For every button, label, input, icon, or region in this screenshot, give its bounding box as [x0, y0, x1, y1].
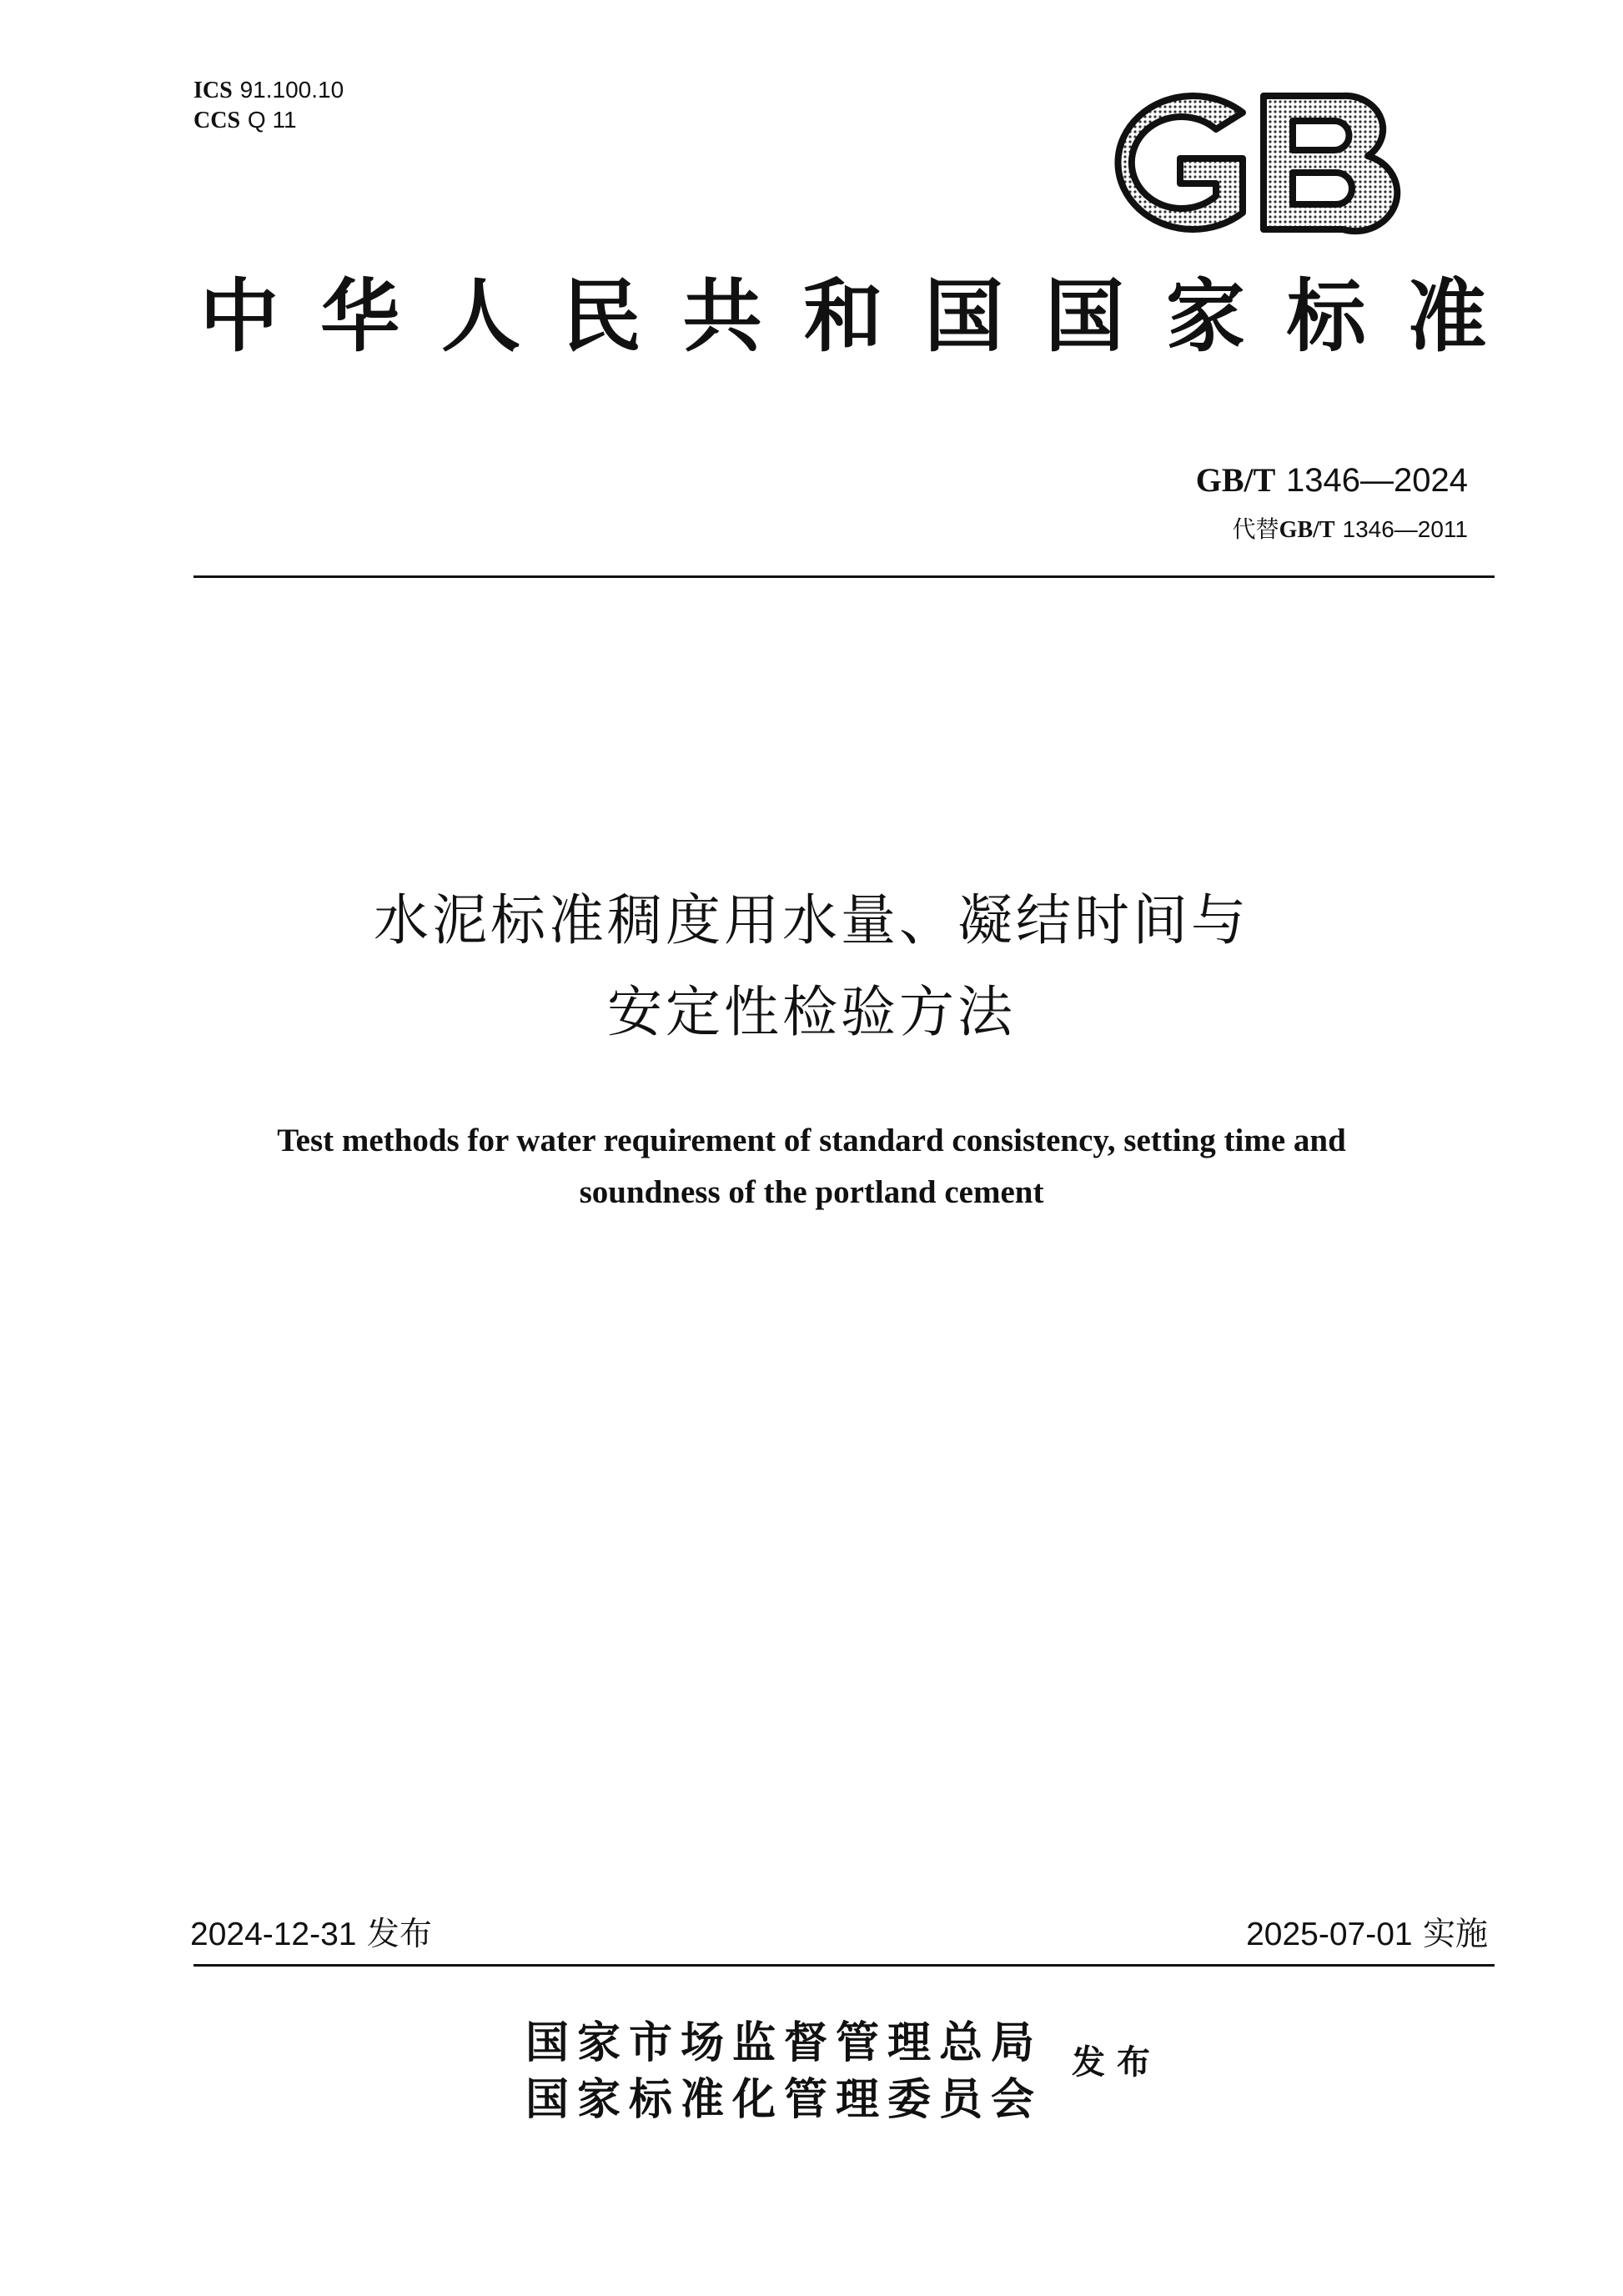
ics-classification [193, 77, 344, 104]
standard-code: 1346—2024 [1286, 462, 1468, 499]
title-char: 家 [1165, 270, 1245, 363]
title-char: 国 [924, 270, 1004, 363]
implementation-date-label: 实施 [1422, 1916, 1488, 1953]
ccs-classification [193, 107, 297, 134]
title-char: 标 [1286, 270, 1366, 363]
chinese-title-line-1: 水泥标准稠度用水量、凝结时间与 [374, 888, 1249, 952]
gb-logo [1093, 79, 1418, 246]
issuer-line-1: 国家市场监督管理总局 [525, 2017, 1043, 2068]
replaces-label: 代替 [1232, 515, 1279, 543]
title-char: 中 [199, 270, 279, 363]
standard-number [1196, 460, 1468, 500]
issue-date-value: 2024-12-31 [190, 1917, 357, 1952]
title-char: 和 [803, 270, 883, 363]
national-standard-title [190, 267, 1496, 367]
title-char: 华 [320, 270, 400, 363]
title-char: 国 [1045, 270, 1125, 363]
title-char: 民 [561, 270, 641, 363]
title-char: 准 [1407, 270, 1487, 363]
implementation-date-value: 2025-07-01 [1246, 1917, 1413, 1952]
english-title-line-2: soundness of the portland cement [579, 1174, 1044, 1210]
ccs-label: CCS [193, 108, 241, 133]
ics-code: 91.100.10 [239, 77, 344, 103]
replaces-standard [1233, 515, 1468, 545]
ccs-code: Q 11 [247, 107, 297, 133]
issue-date-label: 发布 [366, 1916, 432, 1953]
chinese-title-line-2: 安定性检验方法 [607, 980, 1016, 1044]
title-char: 共 [682, 270, 762, 363]
replaces-code: 1346—2011 [1342, 516, 1468, 542]
english-title-line-1: Test methods for water requirement of standard consistency, setting time and [277, 1123, 1346, 1158]
replaces-prefix: GB/T [1279, 517, 1335, 543]
issuer-action: 发布 [1072, 2042, 1162, 2082]
implementation-date [1246, 1915, 1488, 1955]
issue-date [190, 1915, 432, 1955]
standard-prefix: GB/T [1195, 461, 1276, 499]
ics-label: ICS [193, 78, 233, 103]
footer-divider [193, 1964, 1495, 1967]
title-char: 人 [441, 270, 521, 363]
header-divider [193, 575, 1495, 578]
issuer-line-2: 国家标准化管理委员会 [525, 2074, 1043, 2125]
